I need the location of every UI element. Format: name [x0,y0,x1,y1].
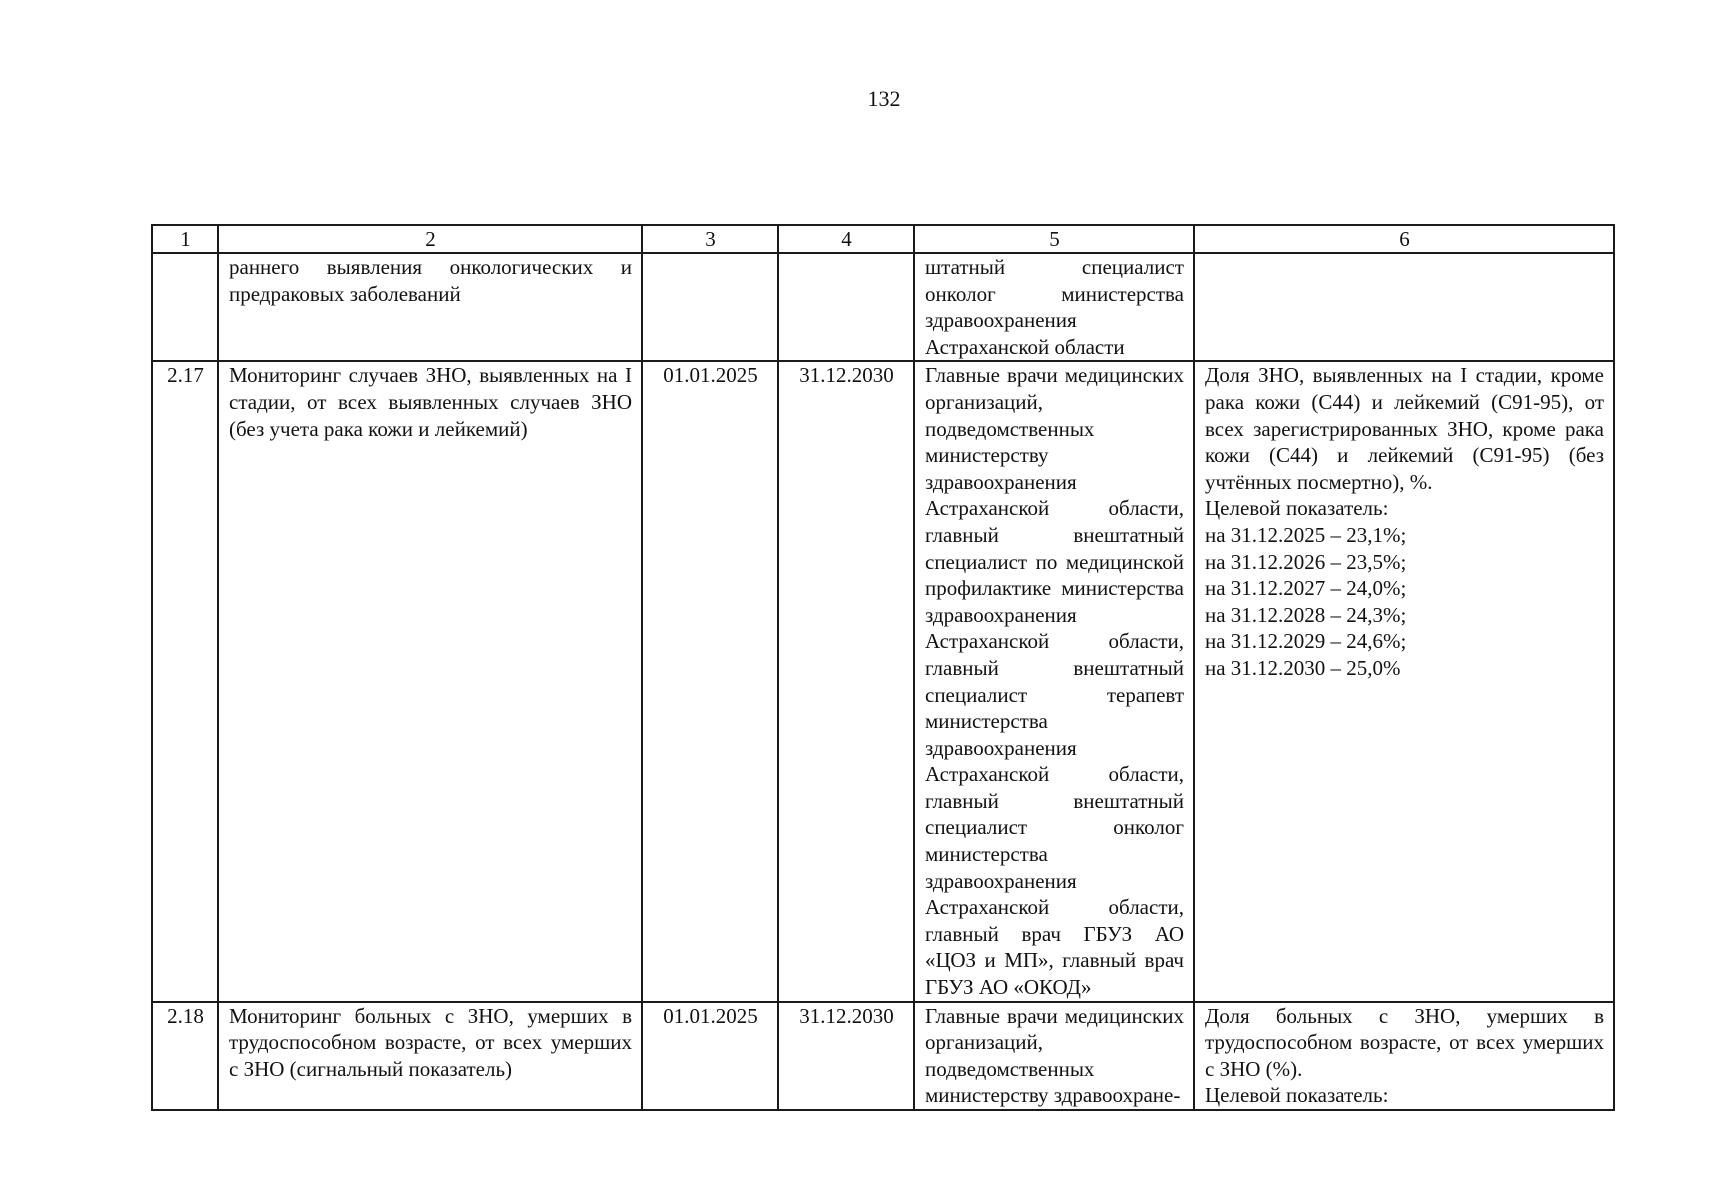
responsible-persons: Главные врачи медицинских организаций, подведомственных министерству здравоохране- [914,1002,1194,1110]
table-row-2-18 [152,1002,1614,1110]
end-date: 31.12.2030 [778,1002,914,1110]
row-number [152,253,218,361]
row-number: 2.17 [152,361,218,1001]
row-number: 2.18 [152,1002,218,1110]
responsible-persons: Главные врачи медицинских организаций, подведомственных министерству здравоохранения Астраханской области, главный внештатный специалист по медицинской профилактике министерства здравоохранения Астраханской области, главный внештатный специалист терапевт министерства здравоохранения Астраханской области, главный внештатный специалист онколог министерства здравоохранения Астраханской области, главный врач ГБУЗ АО «ЦОЗ и МП», главный врач ГБУЗ АО «ОКОД» [914,361,1194,1001]
end-date: 31.12.2030 [778,361,914,1001]
event-description: Мониторинг больных с ЗНО, умерших в трудоспособном возрасте, от всех умерших с ЗНО (сигнальный показатель) [218,1002,642,1110]
column-number-1: 1 [152,225,218,253]
target-value: на 31.12.2030 – 25,0% [1205,655,1401,680]
indicator-cell [1194,361,1614,1001]
column-number-6: 6 [1194,225,1614,253]
target-label: Целевой показатель: [1205,496,1389,521]
measures-table [151,224,1615,1111]
table-row-continued [152,253,1614,361]
column-number-row [152,225,1614,253]
target-label: Целевой показатель: [1205,1083,1389,1108]
indicator-cell [1194,1002,1614,1110]
indicator-description: Доля ЗНО, выявленных на I стадии, кроме рака кожи (С44) и лейкемий (С91-95), от всех зарегистрированных ЗНО, кроме рака кожи (С44) и лейкемий (С91-95) (без учтённых посмертно), %. [1205,363,1604,494]
column-number-3: 3 [642,225,778,253]
end-date [778,253,914,361]
target-value: на 31.12.2025 – 23,1%; [1205,522,1407,547]
page-number: 132 [867,86,901,111]
responsible-persons: штатный специалист онколог министерства здравоохранения Астраханской области [914,253,1194,361]
start-date [642,253,778,361]
column-number-2: 2 [218,225,642,253]
indicator-description: Доля больных с ЗНО, умерших в трудоспособном возрасте, от всех умерших с ЗНО (%). [1205,1003,1604,1081]
indicator-description [1194,253,1614,361]
column-number-4: 4 [778,225,914,253]
event-description: раннего выявления онкологических и предраковых заболеваний [218,253,642,361]
target-value: на 31.12.2026 – 23,5%; [1205,549,1407,574]
target-value: на 31.12.2027 – 24,0%; [1205,576,1407,601]
table-row-2-17 [152,361,1614,1001]
start-date: 01.01.2025 [642,1002,778,1110]
start-date: 01.01.2025 [642,361,778,1001]
column-number-5: 5 [914,225,1194,253]
target-value: на 31.12.2029 – 24,6%; [1205,629,1407,654]
event-description: Мониторинг случаев ЗНО, выявленных на I стадии, от всех выявленных случаев ЗНО (без учета рака кожи и лейкемий) [218,361,642,1001]
target-value: на 31.12.2028 – 24,3%; [1205,602,1407,627]
